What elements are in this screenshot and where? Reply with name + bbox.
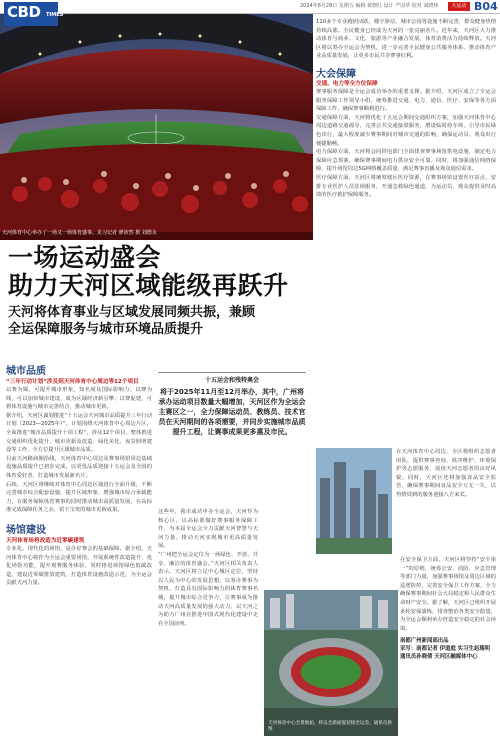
section-tag: 大运动	[448, 2, 470, 11]
paragraph: 110多个专业跑团活跃，楼宇驿站、城市公园等设施不断完善，群众健身热情持续高涨。全民健身已经成为天河的一张亮丽名片。近年来，天河区大力推动体育与商业、文化、旅游等产业融合发展，体育消费活力持续释放。天河区将以筹办全运会为契机，进一步完善全民健身公共服务体系，推动体育产业高质量发展，让更多市民共享赛事红利。	[316, 19, 496, 60]
middle-column	[158, 372, 306, 627]
pull-quote	[158, 372, 306, 437]
paragraph: 交通保障方面，天河将优化十五运会期间交通组织方案，加强天河体育中心周边道路交通疏导，完善公共交通接驳服务，增设临时停车场，引导市民绿色出行，最大程度减少赛事期间对城市交通的影响，确保运动员、观众出行便捷顺畅。	[316, 114, 496, 147]
headline-title	[8, 244, 308, 300]
paragraph: 以赛为媒，可提升城市形象，知名度及国际影响力；以赛为线，可以加快城市建设，成为区域经济新引擎；以赛促建，可将体育设施与城市完善结合，推动城市更新。	[6, 387, 152, 411]
byline-publisher: 南都广州新闻部出品	[400, 638, 449, 645]
byline-reporters: 采写：南都记者 伊道庭 实习生赵瑞明	[400, 646, 491, 653]
paragraph: 目前天河路商圈沿线，天河体育中心周边及赛事场馆周边基础设施品质提升已初步完成，以更优品质迎接十五运会及全国的体育爱好者，打造城市发展新名片。	[6, 455, 152, 479]
right-narrow-column	[396, 448, 496, 500]
headline-subtitle-line1: 天河将体育事业与区域发展同频共振，兼顾	[8, 305, 256, 320]
page-number: B04	[474, 0, 498, 13]
subhead-transport-power: 交通、电力等全方位保障	[316, 80, 378, 87]
headline-subtitle	[8, 304, 308, 338]
byline-contributors: 通讯员孙晓倩 天河区融媒体中心	[400, 654, 478, 661]
city-skyline-photo	[316, 448, 392, 554]
paragraph: 在天河体育中心周边，全区将组织志愿者团队，提供赛事咨询、秩序维护、环境保护等志愿服务，展现天河志愿者的良好风貌。同时，天河区还将加强食品安全监管，确保赛事期间食品安全万无一失，以热情周到的服务迎接八方来宾。	[396, 449, 496, 498]
pull-quote-title: 十五运会和残特奥会	[204, 377, 259, 384]
left-column	[6, 362, 152, 588]
paragraph: 后续，天河区将继续对体育中心周边区域进行全面升级，不断完善城市综合配套设施，提升区域形象，增强城市综合承载能力，在服务保障体育赛事的同时推动城市高质量发展，在高标准完成保障任务之余，留下宝贵的城市更新成果。	[6, 481, 152, 514]
pull-quote-body: 将于2025年11月至12月举办，其中，广州将承办运动项目数量大幅增加，天河区作为全运会主赛区之一，全力保障运动员、教练员、技术官员在天河期间的各项需要，并同步实施城市品质提升工程，让赛事成果更多惠及市民。	[158, 388, 306, 436]
byline-block	[400, 637, 496, 661]
paragraph: 赛事服务保障是全运会成功举办的重要支撑。据介绍，天河区成立了全运会服务保障工作领导小组，统筹推进交通、电力、通信、医疗、安保等各方面保障工作，确保赛事顺利进行。	[316, 88, 496, 113]
logo-main-text: CBD	[7, 3, 41, 21]
hero-caption: 天河体育中心举办了一场又一场体育盛事。见习记者 廖沛然 摄 刘德永	[2, 230, 157, 236]
masthead	[0, 0, 500, 21]
headline-title-line2: 助力天河区域能级再跃升	[8, 271, 289, 300]
headline-subtitle-line2: 全运保障服务与城市环境品质提升	[8, 322, 204, 337]
right-column	[316, 18, 496, 200]
headline-title-line1: 一场运动盛会	[8, 243, 162, 272]
paragraph: 这些年，我市成功申办全运会，天河作为核心区，以高标准做好赛事服务保障工作，为本届全运会全力贡献天河智慧与天河力量，推动天河实现城市更高质量发展。	[158, 509, 258, 550]
headline-block	[8, 244, 308, 338]
subhead-three-year-plan: “三年行动计划”涉及到天河体育中心周边等12个项目	[6, 379, 139, 385]
paragraph: 电力保障方面，天河将会同供电部门全面排查赛事场馆供电设施，制定电力保障应急预案，确保赛事期间电力供应安全可靠。同时，将加强通信网络保障，提升场馆周边5G网络覆盖质量，满足赛事直播及观众通信需求。	[316, 149, 496, 173]
logo-sub-text: TIMES	[46, 12, 64, 18]
subhead-zero-carbon: 天河体育场将改造为近零碳建筑	[6, 537, 85, 544]
section-title-city-quality: 城市品质	[6, 366, 46, 377]
paragraph: 在安全保卫方面，天河区将坚持“安全第一”的原则，统筹公安、消防、应急管理等部门力量，加强赛事场馆及周边区域的巡逻防控，完善安全保卫工作方案，全力确保赛事期间社会大局稳定和人民群众生命财产安全。据了解，天河区已组织开展多轮安保演练，排查整治各类安全隐患，为全运会顺利举办营造安全稳定的社会环境。	[400, 557, 496, 632]
paragraph: 据介绍，天河区谋划推进“十五运会天河城市品质提升三年行动计划（2023—2025年）”。计划围绕天河体育中心周边片区，全面推进“城市品质提升十项工程”，涉及12个项目，整体推进交通组织优化提升、城市更新及改造、绿化美化、夜景照明建设等工作，全方位提升区域城市品质。	[6, 412, 152, 454]
section-title-support: 大会保障	[316, 68, 356, 80]
section-title-venue: 场馆建设	[6, 524, 46, 536]
newspaper-logo	[4, 2, 64, 26]
paragraph: “广州把全运会定位为一场绿色、开放、共享、廉洁的体育盛会。”天河区相关负责人表示，天河区将立足中心城区定位，坚持以人民为中心的发展思想，以筹办赛事为契机，打造具有国际影响力的体育赛事名城，提升城市综合竞争力，让赛事成为推动天河高质量发展的强大动力，以天河之为助力广州在推进中国式现代化建设中走在全国前列。	[158, 551, 258, 627]
middle-text	[158, 508, 258, 628]
right-lower-column	[316, 556, 496, 661]
paragraph: 专业化、现代化的场馆，是办好赛会的基础保障。据介绍，天河体育中心将作为全运会重要场馆，开展系统性改造提升，优化场馆功能，提升观赛服务体验，同时推进场馆绿色低碳改造，建设近零碳排放建筑，打造体育设施改造示范，为全运会贡献天河力量。	[6, 545, 152, 587]
hero-photo	[0, 14, 313, 240]
paragraph: 医疗保障方面，天河区将统筹辖区医疗资源，在赛事场馆设置医疗站点，安排专业医护人员驻场服务，开通急救绿色通道，为运动员、观众提供及时高效的医疗救护保障服务。	[316, 174, 496, 199]
stadium-illustration	[0, 14, 313, 240]
city-skyline-illustration	[316, 448, 392, 554]
dateline: 2024年6月28日 星期五 编辑 黄晓红 设计 严国华 校对 刘晓林	[300, 3, 439, 9]
aerial-photo-caption: 天河体育中心全景航拍，将以全新面貌迎接全运会。通讯员供图	[268, 721, 393, 732]
